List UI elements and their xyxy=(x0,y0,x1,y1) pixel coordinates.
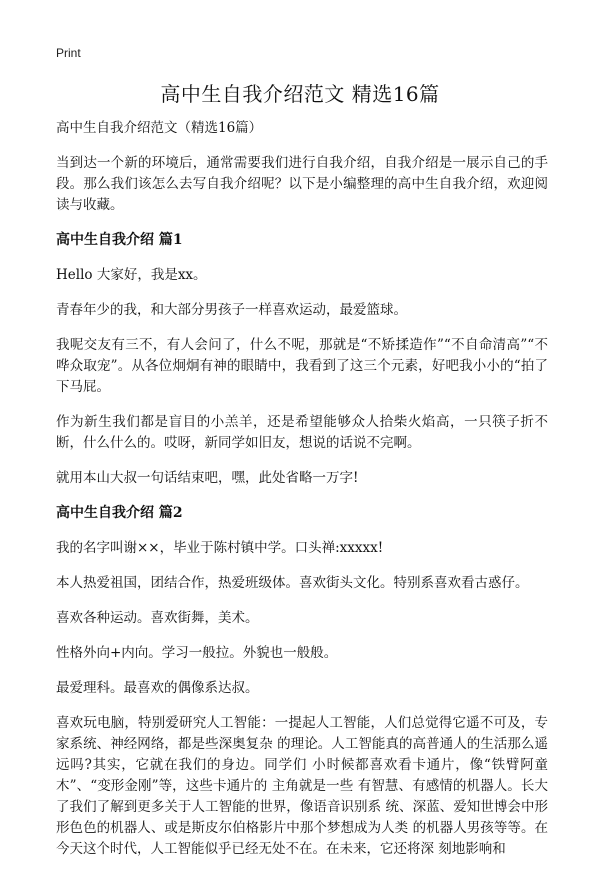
section-heading-1: 高中生自我介绍 篇1 xyxy=(56,232,183,248)
print-label[interactable]: Print xyxy=(56,46,81,60)
section-1-paragraph-2: 青春年少的我，和大部分男孩子一样喜欢运动，最爱篮球。 xyxy=(56,302,407,318)
section-2-paragraph-2: 本人热爱祖国，团结合作，热爱班级体。喜欢街头文化。特别系喜欢看古惑仔。 xyxy=(56,575,529,591)
section-2-paragraph-6: 喜欢玩电脑，特别爱研究人工智能：一提起人工智能，人们总觉得它遥不可及，专家系统、神经网络，都是些深奥复杂 的理论。人工智能真的高普通人的生活那么遥远吗?其实，它就在我们的身边。同学们 小时候都喜欢看卡通片，像“铁臂阿童木”、“变形金刚”等，这些卡通片的 主角就是一些 有智慧、有感情的机器人。长大了我们了解到更多关于人工智能的世界，像语音识别系 统、深蓝、爱知世博会中形形色色的机器人、或是斯皮尔伯格影片中那个梦想成为人类 的机器人男孩等等。在今天这个时代，人工智能似乎已经无处不在。在未来，它还将深 刻地影响和 xyxy=(56,715,548,857)
page-title: 高中生自我介绍范文 精选16篇 xyxy=(160,82,440,106)
section-1-paragraph-5: 就用本山大叔一句话结束吧，嘿，此处省略一万字! xyxy=(56,470,359,486)
section-2-paragraph-5: 最爱理科。最喜欢的偶像系达叔。 xyxy=(56,680,259,696)
section-heading-2: 高中生自我介绍 篇2 xyxy=(56,505,183,521)
section-2-paragraph-4: 性格外向+内向。学习一般拉。外貌也一般般。 xyxy=(56,645,338,661)
section-2-paragraph-1: 我的名字叫谢××，毕业于陈村镇中学。口头禅:xxxxx! xyxy=(56,540,384,556)
intro-paragraph: 当到达一个新的环境后，通常需要我们进行自我介绍，自我介绍是一展示自己的手段。那么我们该怎么去写自我介绍呢？以下是小编整理的高中生自我介绍，欢迎阅读与收藏。 xyxy=(56,155,548,213)
document-body xyxy=(56,118,548,874)
document-subtitle: 高中生自我介绍范文（精选16篇） xyxy=(56,120,263,136)
section-2-paragraph-3: 喜欢各种运动。喜欢街舞，美术。 xyxy=(56,610,259,626)
section-1-paragraph-1: Hello 大家好，我是xx。 xyxy=(56,267,207,283)
section-1-paragraph-3: 我呢交友有三不，有人会问了，什么不呢，那就是“不矫揉造作”“不自命清高”“不哗众取宠”。从各位炯炯有神的眼睛中，我看到了这三个元素，好吧我小小的“拍了下马屁。 xyxy=(56,337,548,395)
section-1-paragraph-4: 作为新生我们都是盲目的小羔羊，还是希望能够众人拾柴火焰高，一只筷子折不断，什么什么的。哎呀，新同学如旧友，想说的话说不完啊。 xyxy=(56,414,548,451)
